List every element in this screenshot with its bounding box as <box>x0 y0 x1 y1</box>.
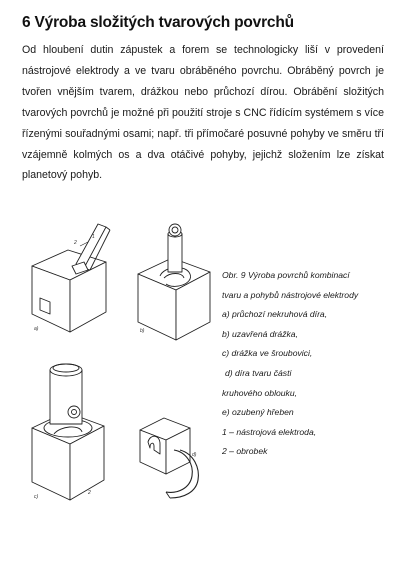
caption-line-subtitle: tvaru a pohybů nástrojové elektrody <box>222 289 359 300</box>
figure-label-d: d) <box>192 452 197 458</box>
figure-c-cube <box>32 364 104 500</box>
section-heading: 6 Výroba složitých tvarových povrchů <box>22 14 294 31</box>
caption-line-a: a) průchozí nekruhová díra, <box>222 309 328 320</box>
figure-illustration <box>14 218 214 518</box>
figure-label-a1: 1 <box>92 234 95 240</box>
figure-a-cube <box>32 224 110 332</box>
caption-line-e: e) ozubený hřeben <box>222 407 294 418</box>
caption-line-legend-2: 2 – obrobek <box>222 446 268 457</box>
caption-line-legend-1: 1 – nástrojová elektroda, <box>222 426 317 437</box>
figure-d-cube <box>140 418 198 498</box>
body-paragraph: Od hloubení dutin zápustek a forem se technologicky liší v provedení nástrojové elektrody a ve tvaru obráběného povrchu. Obráběný povrch je tvořen vnějším tvarem, drážkou nebo průchozí dírou. Obrábění složitých tvarových povrchů je možné při použití stroje s CNC řídícím systémem s více řízenými souřadnými osami; např. tři přímočaré posuvné pohyby ve směru tří vzájemně kolmých os a dva otáčivé pohyby, jejichž složením lze získat planetový pohyb. <box>22 44 384 182</box>
figure-label-b: b) <box>140 328 145 334</box>
caption-line-b: b) uzavřená drážka, <box>222 328 298 339</box>
caption-line-d: d) díra tvaru části <box>225 367 292 378</box>
caption-line-c: c) drážka ve šroubovici, <box>222 348 313 359</box>
figure-caption <box>222 266 392 462</box>
caption-line-title: Obr. 9 Výroba povrchů kombinací <box>222 270 350 280</box>
figure-label-c2: 2 <box>88 490 91 496</box>
figure-drawing <box>14 218 214 518</box>
figure-label-a: a) <box>34 326 39 332</box>
figure-b-cube <box>138 224 210 340</box>
figure-label-c: c) <box>34 494 39 500</box>
caption-line-d-cont: kruhového oblouku, <box>222 387 298 398</box>
figure-label-a2: 2 <box>74 240 77 246</box>
